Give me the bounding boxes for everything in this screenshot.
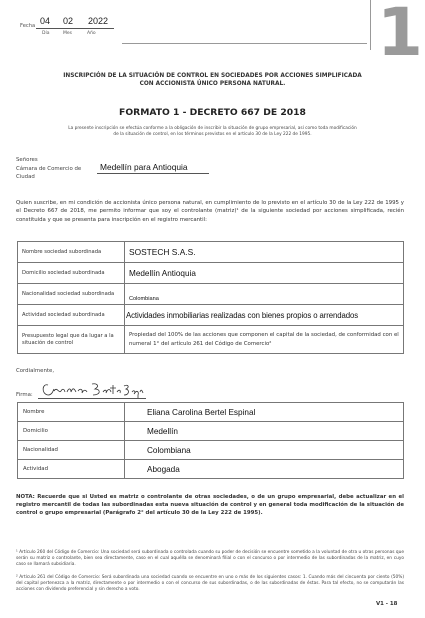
camara-underline: [97, 173, 209, 174]
handwritten-signature: [40, 380, 144, 404]
person-activity-value: Abogada: [125, 460, 404, 479]
person-nationality-label: Nacionalidad: [18, 441, 125, 460]
company-domicile-value: Medellín Antioquia: [125, 263, 404, 284]
header-divider: [122, 43, 367, 44]
date-underline: [36, 28, 114, 29]
table-row: [18, 460, 404, 479]
year-label: Año: [87, 31, 96, 36]
form-number: 1: [377, 0, 423, 71]
person-domicile-label: Domicilio: [18, 422, 125, 441]
day-label: Día: [42, 31, 50, 36]
company-nationality-label: Nacionalidad sociedad subordinada: [18, 284, 125, 305]
company-name-label: Nombre sociedad subordinada: [18, 242, 125, 263]
control-basis-value: Propiedad del 100% de las acciones que componen el capital de la sociedad, de conformidad con el numeral 1° del artículo 261 del Código de Comercio²: [125, 326, 404, 354]
date-month: 02: [63, 16, 74, 26]
person-name-label: Nombre: [18, 403, 125, 422]
firma-label: Firma:: [16, 392, 33, 398]
version-label: V1 - 18: [376, 601, 398, 607]
table-row: [18, 441, 404, 460]
person-domicile-value: Medellín: [125, 422, 404, 441]
company-domicile-label: Domicilio sociedad subordinada: [18, 263, 125, 284]
camara-label: Cámara de Comercio de: [16, 166, 82, 172]
footnote-1: ¹ Artículo 260 del Código de Comercio: Una sociedad será subordinada o controlada cuando su poder de decisión se encuentre sometido a la voluntad de otra u otras personas que serán su matriz o controlante, bien sea directamente, caso en el cual aquélla se denominará filial o con el concurso o por intermedio de las subordinadas de la matriz, en cuyo caso se llamará subsidiaria.: [16, 550, 404, 567]
company-table: [17, 241, 404, 354]
ciudad-label: Ciudad: [16, 174, 35, 180]
person-table: [17, 402, 404, 479]
control-basis-label: Presupuesto legal que da lugar a la situación de control: [18, 326, 125, 354]
nota-paragraph: NOTA: Recuerde que si Usted es matriz o controlante de otras sociedades, o de un grupo empresarial, debe actualizar en el registro mercantil de todas las subordinadas esta nueva situación de control y en general toda modificación de la situación de control o grupo empresarial (Parágrafo 2° del artículo 30 de la Ley 222 de 1995).: [16, 494, 404, 517]
date-year: 2022: [88, 16, 109, 26]
person-activity-label: Actividad: [18, 460, 125, 479]
intro-paragraph: Quien suscribe, en mi condición de accionista único persona natural, en cumplimiento de lo previsto en el artículo 30 de la Ley 222 de 1995 y el Decreto 667 de 2018, me permito informar que soy el controlante (matriz)¹ de la siguiente sociedad por acciones simplificada, recién constituida y que se presenta para inscripción en el registro mercantil:: [16, 200, 404, 223]
camara-value: Medellín para Antioquia: [100, 162, 188, 172]
date-day: 04: [40, 16, 51, 26]
fecha-label: Fecha: [20, 23, 36, 29]
company-name-value: SOSTECH S.A.S.: [125, 242, 404, 263]
table-row: [18, 263, 404, 284]
person-name-value: Eliana Carolina Bertel Espinal: [125, 403, 404, 422]
person-nationality-value: Colombiana: [125, 441, 404, 460]
company-nationality-value: Colombiana: [125, 284, 404, 305]
format-subtitle: La presente inscripción se efectúa conforme a la obligación de inscribir la situación de grupo empresarial, así como toda modificación de la situación de control, en los términos previstos en el artículo 30 de la Ley 222 de 1995.: [68, 126, 357, 137]
senores-label: Señores: [16, 157, 38, 163]
table-row: [18, 326, 404, 354]
format-title: FORMATO 1 - DECRETO 667 DE 2018: [119, 107, 306, 118]
table-row: [18, 284, 404, 305]
footnote-2: ² Artículo 261 del Código de Comercio: Será subordinada una sociedad cuando se encuentre en uno o más de los siguientes casos: 1. Cuando más del cincuenta por ciento (50%) del capital pertenezca a la matriz, directamente o por intermedio o con el concurso de sus subordinadas, o de las subordinadas de éstas. Para tal efecto, no se computarán las acciones con dividendo preferencial y sin derecho a voto.: [16, 575, 404, 592]
table-row: [18, 403, 404, 422]
header-vertical-line: [370, 0, 371, 50]
table-row: [18, 305, 404, 326]
company-activity-label: Actividad sociedad subordinada: [18, 305, 125, 326]
cordialmente-label: Cordialmente,: [16, 368, 55, 374]
table-row: [18, 242, 404, 263]
month-label: Mes: [63, 31, 72, 36]
table-row: [18, 422, 404, 441]
document-title: INSCRIPCIÓN DE LA SITUACIÓN DE CONTROL EN SOCIEDADES POR ACCIONES SIMPLIFICADA CON ACCIONISTA ÚNICO PERSONA NATURAL.: [63, 73, 362, 88]
company-activity-value: Actividades inmobiliarias realizadas con bienes propios o arrendados: [125, 305, 404, 326]
